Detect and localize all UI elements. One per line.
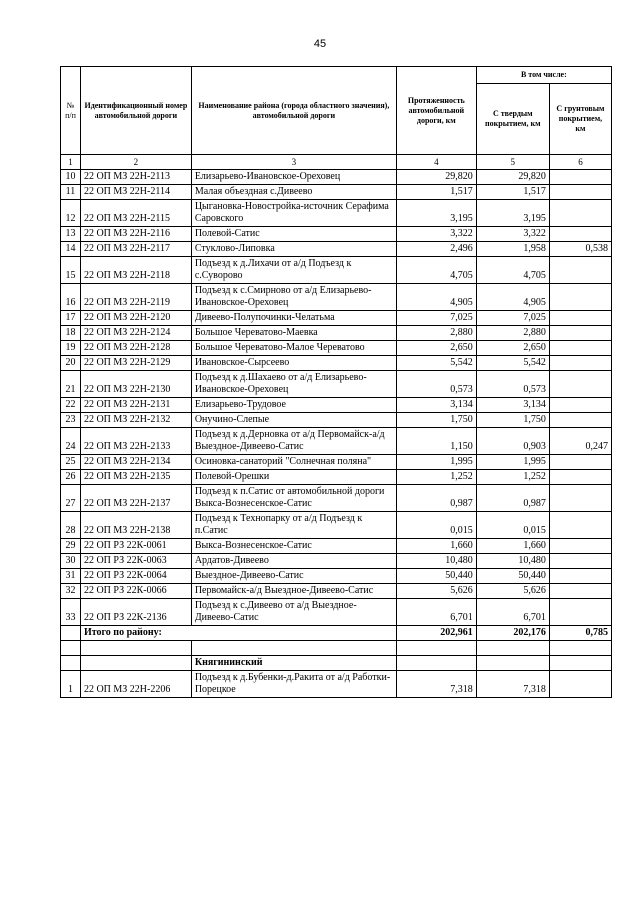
road-length: 29,820 [396,170,476,185]
road-length: 7,025 [396,311,476,326]
road-id: 22 ОП МЗ 22Н-2120 [80,311,191,326]
road-id: 22 ОП РЗ 22К-0064 [80,569,191,584]
road-length: 2,880 [396,326,476,341]
road-hard: 1,995 [476,455,549,470]
road-id: 22 ОП МЗ 22Н-2131 [80,398,191,413]
total-row [61,626,612,641]
road-id: 22 ОП РЗ 22К-2136 [80,599,191,626]
road-hard: 2,650 [476,341,549,356]
road-length: 6,701 [396,599,476,626]
road-hard: 4,905 [476,284,549,311]
row-number: 1 [61,671,81,698]
table-row [61,185,612,200]
road-hard: 1,958 [476,242,549,257]
column-number: 1 [61,155,81,170]
road-length: 0,987 [396,485,476,512]
road-id: 22 ОП МЗ 22Н-2130 [80,371,191,398]
road-hard: 0,903 [476,428,549,455]
table-row [61,554,612,569]
road-dirt [549,512,611,539]
road-length: 1,252 [396,470,476,485]
road-id: 22 ОП МЗ 22Н-2134 [80,455,191,470]
road-name: Выездное-Дивеево-Сатис [191,569,396,584]
road-id: 22 ОП МЗ 22Н-2119 [80,284,191,311]
road-hard: 0,573 [476,371,549,398]
road-id: 22 ОП МЗ 22Н-2114 [80,185,191,200]
header-road-name: Наименование района (города областного значения), автомобильной дороги [191,67,396,155]
row-number: 31 [61,569,81,584]
road-length: 3,134 [396,398,476,413]
road-hard: 4,705 [476,257,549,284]
road-name: Подъезд к д.Шахаево от а/д Елизарьево-Ивановское-Ореховец [191,371,396,398]
road-name: Подъезд к Технопарку от а/д Подъезд к п.Сатис [191,512,396,539]
spacer-row [61,641,612,656]
road-name: Ивановское-Сырсеево [191,356,396,371]
total-length: 202,961 [396,626,476,641]
header-road-id: Идентификационный номер автомобильной дороги [80,67,191,155]
road-hard: 1,517 [476,185,549,200]
table-row [61,470,612,485]
road-name: Онучино-Слепые [191,413,396,428]
table-row [61,170,612,185]
road-name: Первомайск-а/д Выездное-Дивеево-Сатис [191,584,396,599]
road-name: Подъезд к с.Смирново от а/д Елизарьево-Ивановское-Ореховец [191,284,396,311]
column-number: 4 [396,155,476,170]
road-id: 22 ОП МЗ 22Н-2135 [80,470,191,485]
road-length: 2,650 [396,341,476,356]
column-number: 5 [476,155,549,170]
road-dirt [549,554,611,569]
road-length: 4,905 [396,284,476,311]
table-row [61,455,612,470]
road-dirt [549,257,611,284]
table-row [61,284,612,311]
table-row [61,200,612,227]
road-dirt [549,485,611,512]
road-dirt [549,284,611,311]
road-name: Малая объездная с.Дивеево [191,185,396,200]
road-name: Дивеево-Полупочинки-Челатьма [191,311,396,326]
road-length: 1,750 [396,413,476,428]
road-length: 5,542 [396,356,476,371]
header-num: № п/п [61,67,81,155]
road-hard: 3,322 [476,227,549,242]
road-hard: 7,025 [476,311,549,326]
road-id: 22 ОП МЗ 22Н-2129 [80,356,191,371]
table-row [61,485,612,512]
road-dirt [549,200,611,227]
road-name: Подъезд к д.Бубенки-д.Ракита от а/д Работки-Порецкое [191,671,396,698]
row-number: 22 [61,398,81,413]
roads-table [60,66,612,698]
table-row [61,428,612,455]
road-id: 22 ОП МЗ 22Н-2124 [80,326,191,341]
road-length: 1,660 [396,539,476,554]
road-hard: 0,015 [476,512,549,539]
road-length: 4,705 [396,257,476,284]
road-dirt [549,671,611,698]
road-hard: 1,750 [476,413,549,428]
row-number: 30 [61,554,81,569]
row-number: 21 [61,371,81,398]
table-row [61,371,612,398]
total-label: Итого по району: [80,626,396,641]
road-id: 22 ОП МЗ 22Н-2118 [80,257,191,284]
road-dirt: 0,247 [549,428,611,455]
row-number: 10 [61,170,81,185]
road-hard: 5,542 [476,356,549,371]
road-length: 0,573 [396,371,476,398]
district-name: Княгининский [191,656,396,671]
road-id: 22 ОП МЗ 22Н-2132 [80,413,191,428]
row-number: 13 [61,227,81,242]
road-dirt [549,413,611,428]
total-hard: 202,176 [476,626,549,641]
road-id: 22 ОП РЗ 22К-0063 [80,554,191,569]
road-name: Выкса-Вознесенское-Сатис [191,539,396,554]
road-dirt [549,398,611,413]
road-dirt [549,227,611,242]
district-row [61,656,612,671]
road-hard: 2,880 [476,326,549,341]
road-id: 22 ОП МЗ 22Н-2116 [80,227,191,242]
header-including: В том числе: [476,67,611,84]
road-dirt [549,569,611,584]
road-dirt [549,341,611,356]
road-hard: 29,820 [476,170,549,185]
table-row [61,671,612,698]
road-length: 1,150 [396,428,476,455]
road-hard: 10,480 [476,554,549,569]
total-dirt: 0,785 [549,626,611,641]
row-number: 24 [61,428,81,455]
row-number: 23 [61,413,81,428]
header-dirt-surface: С грунтовым покрытием, км [549,84,611,155]
road-hard: 1,252 [476,470,549,485]
row-number: 14 [61,242,81,257]
table-row [61,227,612,242]
table-row [61,257,612,284]
column-number: 6 [549,155,611,170]
table-row [61,584,612,599]
road-id: 22 ОП МЗ 22Н-2128 [80,341,191,356]
table-row [61,569,612,584]
row-number: 11 [61,185,81,200]
road-hard: 0,987 [476,485,549,512]
road-dirt [549,170,611,185]
road-dirt [549,599,611,626]
road-name: Осиновка-санаторий "Солнечная поляна" [191,455,396,470]
row-number: 19 [61,341,81,356]
table-row [61,413,612,428]
road-name: Подъезд к д.Дерновка от а/д Первомайск-а/д Выездное-Дивеево-Сатис [191,428,396,455]
road-dirt [549,470,611,485]
table-row [61,341,612,356]
header-length: Протяженность автомобильной дороги, км [396,67,476,155]
road-length: 1,995 [396,455,476,470]
road-name: Стуклово-Липовка [191,242,396,257]
row-number: 16 [61,284,81,311]
road-dirt [549,371,611,398]
row-number: 26 [61,470,81,485]
road-name: Большое Череватово-Маевка [191,326,396,341]
row-number: 25 [61,455,81,470]
road-name: Полевой-Орешки [191,470,396,485]
road-id: 22 ОП МЗ 22Н-2206 [80,671,191,698]
road-hard: 5,626 [476,584,549,599]
road-hard: 7,318 [476,671,549,698]
row-number: 27 [61,485,81,512]
road-dirt [549,539,611,554]
road-id: 22 ОП МЗ 22Н-2133 [80,428,191,455]
road-name: Подъезд к с.Дивеево от а/д Выездное-Дивеево-Сатис [191,599,396,626]
road-name: Елизарьево-Ивановское-Ореховец [191,170,396,185]
table-row [61,326,612,341]
header-hard-surface: С твердым покрытием, км [476,84,549,155]
row-number: 32 [61,584,81,599]
row-number: 12 [61,200,81,227]
table-row [61,242,612,257]
road-dirt [549,584,611,599]
road-hard: 3,134 [476,398,549,413]
road-length: 3,195 [396,200,476,227]
road-name: Полевой-Сатис [191,227,396,242]
road-length: 5,626 [396,584,476,599]
row-number: 28 [61,512,81,539]
road-name: Ардатов-Дивеево [191,554,396,569]
row-number: 29 [61,539,81,554]
table-row [61,599,612,626]
road-dirt: 0,538 [549,242,611,257]
road-length: 7,318 [396,671,476,698]
row-number: 20 [61,356,81,371]
road-hard: 50,440 [476,569,549,584]
row-number: 17 [61,311,81,326]
road-name: Подъезд к д.Лихачи от а/д Подъезд к с.Суворово [191,257,396,284]
column-numbers-row [61,155,612,170]
road-id: 22 ОП РЗ 22К-0061 [80,539,191,554]
road-name: Цыгановка-Новостройка-источник Серафима Саровского [191,200,396,227]
road-dirt [549,455,611,470]
table-row [61,539,612,554]
road-name: Елизарьево-Трудовое [191,398,396,413]
table-row [61,311,612,326]
table-row [61,356,612,371]
row-number: 33 [61,599,81,626]
road-dirt [549,185,611,200]
road-id: 22 ОП МЗ 22Н-2115 [80,200,191,227]
road-dirt [549,326,611,341]
road-length: 1,517 [396,185,476,200]
page-number: 45 [313,38,327,50]
road-id: 22 ОП МЗ 22Н-2113 [80,170,191,185]
column-number: 3 [191,155,396,170]
column-number: 2 [80,155,191,170]
road-hard: 6,701 [476,599,549,626]
table-body [61,170,612,626]
row-number: 18 [61,326,81,341]
road-id: 22 ОП МЗ 22Н-2117 [80,242,191,257]
road-hard: 1,660 [476,539,549,554]
table-row [61,398,612,413]
road-length: 50,440 [396,569,476,584]
road-dirt [549,311,611,326]
road-length: 0,015 [396,512,476,539]
road-id: 22 ОП МЗ 22Н-2138 [80,512,191,539]
road-name: Большое Череватово-Малое Череватово [191,341,396,356]
row-number: 15 [61,257,81,284]
road-name: Подъезд к п.Сатис от автомобильной дороги Выкса-Вознесенское-Сатис [191,485,396,512]
table-row [61,512,612,539]
road-length: 3,322 [396,227,476,242]
road-length: 2,496 [396,242,476,257]
road-id: 22 ОП РЗ 22К-0066 [80,584,191,599]
road-length: 10,480 [396,554,476,569]
road-dirt [549,356,611,371]
road-hard: 3,195 [476,200,549,227]
road-id: 22 ОП МЗ 22Н-2137 [80,485,191,512]
